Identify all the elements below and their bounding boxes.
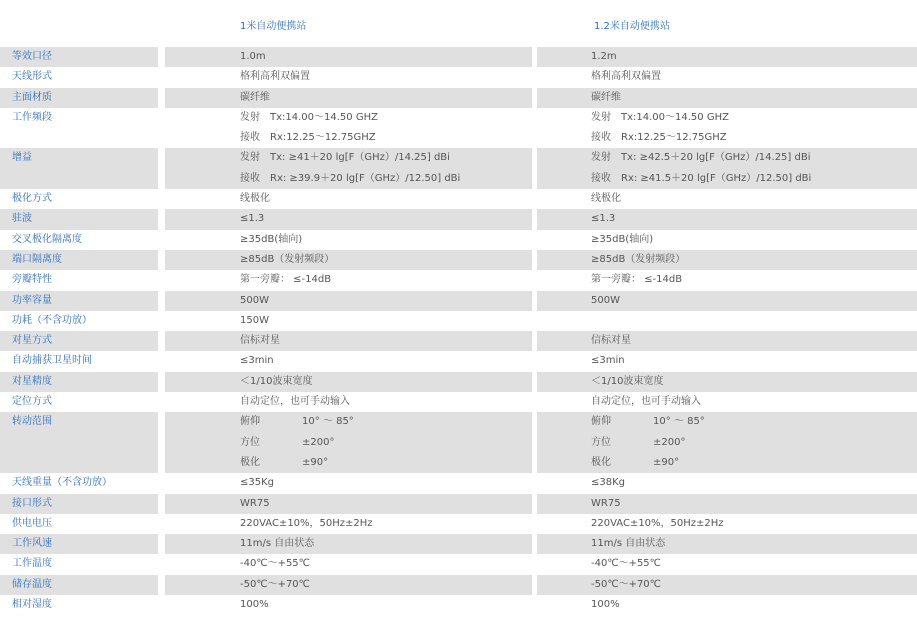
value-line: ≥35dB(轴向) <box>591 233 654 245</box>
table-row <box>0 372 917 392</box>
value-cell-1-2m <box>537 209 917 229</box>
value-line: 信标对星 <box>591 335 631 347</box>
value-cell-1m <box>165 575 532 595</box>
row-label-cell <box>0 270 158 290</box>
table-row <box>0 270 917 290</box>
value-cell-1m <box>165 534 532 554</box>
value-line: -40℃～+55℃ <box>591 558 661 570</box>
value-cell-1-2m <box>537 494 917 514</box>
table-row <box>0 595 917 615</box>
row-label: 相对湿度 <box>12 599 52 611</box>
value-line: 11m/s 自由状态 <box>240 538 315 550</box>
value-cell-1m <box>165 291 532 311</box>
value-line: 11m/s 自由状态 <box>591 538 666 550</box>
value-cell-1-2m <box>537 108 917 149</box>
value-line: 100% <box>240 599 269 611</box>
table-row <box>0 88 917 108</box>
sub-value-line <box>591 433 917 453</box>
row-label-cell <box>0 412 158 473</box>
value-cell-1-2m <box>537 291 917 311</box>
value-cell-1-2m <box>537 270 917 290</box>
value-cell-1m <box>165 108 532 149</box>
table-row <box>0 230 917 250</box>
sub-value: ±200° <box>653 436 686 448</box>
sub-value-line <box>240 453 532 473</box>
row-label: 供电电压 <box>12 517 52 529</box>
value-cell-1-2m <box>537 575 917 595</box>
value-line: 接收 Rx:12.25～12.75GHZ <box>591 132 727 144</box>
row-label-cell <box>0 392 158 412</box>
row-label-cell <box>0 595 158 615</box>
value-line: 发射 Tx:14.00～14.50 GHZ <box>240 111 378 123</box>
value-line: -50℃～+70℃ <box>240 578 310 590</box>
row-label: 转动范围 <box>12 416 52 428</box>
row-label: 天线重量（不含功放） <box>12 477 112 489</box>
value-line: 信标对星 <box>240 335 280 347</box>
value-line: ≤3min <box>591 355 625 367</box>
table-row <box>0 412 917 473</box>
value-cell-1m <box>165 514 532 534</box>
column-header-1-2m: 1.2米自动便携站 <box>594 21 670 32</box>
table-row <box>0 250 917 270</box>
value-line: 220VAC±10%，50Hz±2Hz <box>591 517 724 529</box>
row-label: 主面材质 <box>12 91 52 103</box>
value-line: 100% <box>591 599 620 611</box>
value-line: ＜1/10波束宽度 <box>591 375 664 387</box>
sub-value-line <box>240 433 532 453</box>
row-label-cell <box>0 230 158 250</box>
value-cell-1m <box>165 311 532 331</box>
value-cell-1m <box>165 67 532 87</box>
row-label: 交叉极化隔离度 <box>12 233 82 245</box>
value-line: 线极化 <box>591 193 621 205</box>
table-row <box>0 189 917 209</box>
value-cell-1-2m <box>537 412 917 473</box>
value-cell-1m <box>165 250 532 270</box>
value-line: 接收 Rx:12.25～12.75GHZ <box>240 132 376 144</box>
row-label-cell <box>0 372 158 392</box>
value-cell-1-2m <box>537 47 917 67</box>
table-row <box>0 514 917 534</box>
row-label-cell <box>0 554 158 574</box>
row-label: 定位方式 <box>12 396 52 408</box>
value-cell-1m <box>165 351 532 371</box>
row-label: 天线形式 <box>12 71 52 83</box>
value-cell-1-2m <box>537 392 917 412</box>
row-label: 端口隔离度 <box>12 253 62 265</box>
row-label: 功率容量 <box>12 294 52 306</box>
row-label-cell <box>0 514 158 534</box>
row-label: 驻波 <box>12 213 32 225</box>
value-line: 发射 Tx: ≥41＋20 lg[F（GHz）/14.25] dBi <box>240 152 450 164</box>
sub-value-label: 方位 <box>240 436 260 448</box>
value-line: 500W <box>591 294 620 306</box>
row-label-cell <box>0 575 158 595</box>
value-line: ≤35Kg <box>240 477 275 489</box>
value-cell-1-2m <box>537 514 917 534</box>
value-line: ≥35dB(轴向) <box>240 233 303 245</box>
value-cell-1m <box>165 331 532 351</box>
sub-value-label: 俯仰 <box>591 416 611 428</box>
value-cell-1-2m <box>537 534 917 554</box>
value-cell-1m <box>165 189 532 209</box>
sub-value: 10° ～ 85° <box>302 416 354 428</box>
value-line: 碳纤维 <box>240 91 270 103</box>
table-row <box>0 67 917 87</box>
value-cell-1m <box>165 88 532 108</box>
row-label: 工作风速 <box>12 538 52 550</box>
table-row <box>0 148 917 189</box>
value-cell-1m <box>165 412 532 473</box>
row-label: 功耗（不含功放） <box>12 314 92 326</box>
table-row <box>0 392 917 412</box>
value-line: 自动定位，也可手动输入 <box>591 396 701 408</box>
row-label-cell <box>0 88 158 108</box>
value-cell-1-2m <box>537 88 917 108</box>
value-line: 第一旁瓣： ≤-14dB <box>240 274 332 286</box>
row-label-cell <box>0 311 158 331</box>
table-row <box>0 534 917 554</box>
value-line: 发射 Tx: ≥42.5＋20 lg[F（GHz）/14.25] dBi <box>591 152 811 164</box>
value-line: 150W <box>240 314 269 326</box>
table-row <box>0 473 917 493</box>
value-line: ＜1/10波束宽度 <box>240 375 313 387</box>
row-label: 工作频段 <box>12 111 52 123</box>
table-row <box>0 575 917 595</box>
value-line: ≤1.3 <box>591 213 616 225</box>
sub-value: ±200° <box>302 436 335 448</box>
value-cell-1m <box>165 392 532 412</box>
row-label: 工作温度 <box>12 558 52 570</box>
value-line: ≤1.3 <box>240 213 265 225</box>
table-row <box>0 311 917 331</box>
sub-value: 10° ～ 85° <box>653 416 705 428</box>
value-line: ≤3min <box>240 355 274 367</box>
row-label-cell <box>0 494 158 514</box>
table-row <box>0 331 917 351</box>
row-label-cell <box>0 148 158 189</box>
row-label-cell <box>0 534 158 554</box>
table-row <box>0 291 917 311</box>
row-label: 对星方式 <box>12 335 52 347</box>
value-line: 发射 Tx:14.00～14.50 GHZ <box>591 111 729 123</box>
sub-value-label: 极化 <box>591 456 611 468</box>
row-label: 极化方式 <box>12 193 52 205</box>
value-line: 接收 Rx: ≥41.5＋20 lg[F（GHz）/12.50] dBi <box>591 172 812 184</box>
value-cell-1-2m <box>537 351 917 371</box>
column-header-1m: 1米自动便携站 <box>240 21 307 32</box>
value-line: 500W <box>240 294 269 306</box>
row-label: 接口形式 <box>12 497 52 509</box>
value-cell-1-2m <box>537 250 917 270</box>
value-cell-1m <box>165 595 532 615</box>
row-label: 自动捕获卫星时间 <box>12 355 92 367</box>
sub-value-line <box>591 453 917 473</box>
row-label: 等效口径 <box>12 51 52 62</box>
table-row <box>0 351 917 371</box>
value-line: 碳纤维 <box>591 91 621 103</box>
row-label-cell <box>0 47 158 67</box>
value-line: 1.2m <box>591 51 617 62</box>
value-line: 220VAC±10%，50Hz±2Hz <box>240 517 373 529</box>
row-label: 对星精度 <box>12 375 52 387</box>
value-cell-1-2m <box>537 331 917 351</box>
row-label-cell <box>0 108 158 149</box>
value-cell-1-2m <box>537 189 917 209</box>
table-row <box>0 494 917 514</box>
sub-value: ±90° <box>302 456 329 468</box>
value-line: ≤38Kg <box>591 477 626 489</box>
row-label: 旁瓣特性 <box>12 274 52 286</box>
value-line: -50℃～+70℃ <box>591 578 661 590</box>
row-label-cell <box>0 473 158 493</box>
value-cell-1m <box>165 230 532 250</box>
table-row <box>0 47 917 67</box>
value-cell-1-2m <box>537 148 917 189</box>
row-label-cell <box>0 291 158 311</box>
row-label: 增益 <box>12 152 32 164</box>
value-cell-1-2m <box>537 372 917 392</box>
value-cell-1-2m <box>537 473 917 493</box>
value-cell-1m <box>165 47 532 67</box>
value-cell-1-2m <box>537 67 917 87</box>
value-cell-1m <box>165 494 532 514</box>
row-label-cell <box>0 250 158 270</box>
value-cell-1-2m <box>537 554 917 574</box>
value-line: 1.0m <box>240 51 266 62</box>
spec-table <box>0 47 917 615</box>
sub-value-line <box>591 412 917 432</box>
row-label-cell <box>0 189 158 209</box>
value-cell-1m <box>165 372 532 392</box>
value-line: 格利高利双偏置 <box>240 71 310 83</box>
sub-value: ±90° <box>653 456 680 468</box>
value-line <box>591 311 917 331</box>
sub-value-label: 方位 <box>591 436 611 448</box>
value-line: ≥85dB（发射频段） <box>240 253 335 265</box>
value-cell-1m <box>165 209 532 229</box>
value-cell-1-2m <box>537 311 917 331</box>
row-label: 储存温度 <box>12 578 52 590</box>
value-line: WR75 <box>591 497 621 509</box>
table-row <box>0 108 917 149</box>
sub-value-label: 俯仰 <box>240 416 260 428</box>
value-line: 格利高利双偏置 <box>591 71 661 83</box>
value-cell-1m <box>165 270 532 290</box>
value-line: 第一旁瓣： ≤-14dB <box>591 274 683 286</box>
table-row <box>0 554 917 574</box>
value-line: ≥85dB（发射频段） <box>591 253 686 265</box>
value-cell-1-2m <box>537 230 917 250</box>
row-label-cell <box>0 351 158 371</box>
sub-value-label: 极化 <box>240 456 260 468</box>
value-line: 接收 Rx: ≥39.9＋20 lg[F（GHz）/12.50] dBi <box>240 172 461 184</box>
value-line: 自动定位，也可手动输入 <box>240 396 350 408</box>
value-cell-1-2m <box>537 595 917 615</box>
value-line: WR75 <box>240 497 270 509</box>
value-cell-1m <box>165 148 532 189</box>
value-line: 线极化 <box>240 193 270 205</box>
row-label-cell <box>0 331 158 351</box>
table-row <box>0 209 917 229</box>
row-label-cell <box>0 67 158 87</box>
value-cell-1m <box>165 473 532 493</box>
value-line: -40℃～+55℃ <box>240 558 310 570</box>
value-cell-1m <box>165 554 532 574</box>
row-label-cell <box>0 209 158 229</box>
sub-value-line <box>240 412 532 432</box>
